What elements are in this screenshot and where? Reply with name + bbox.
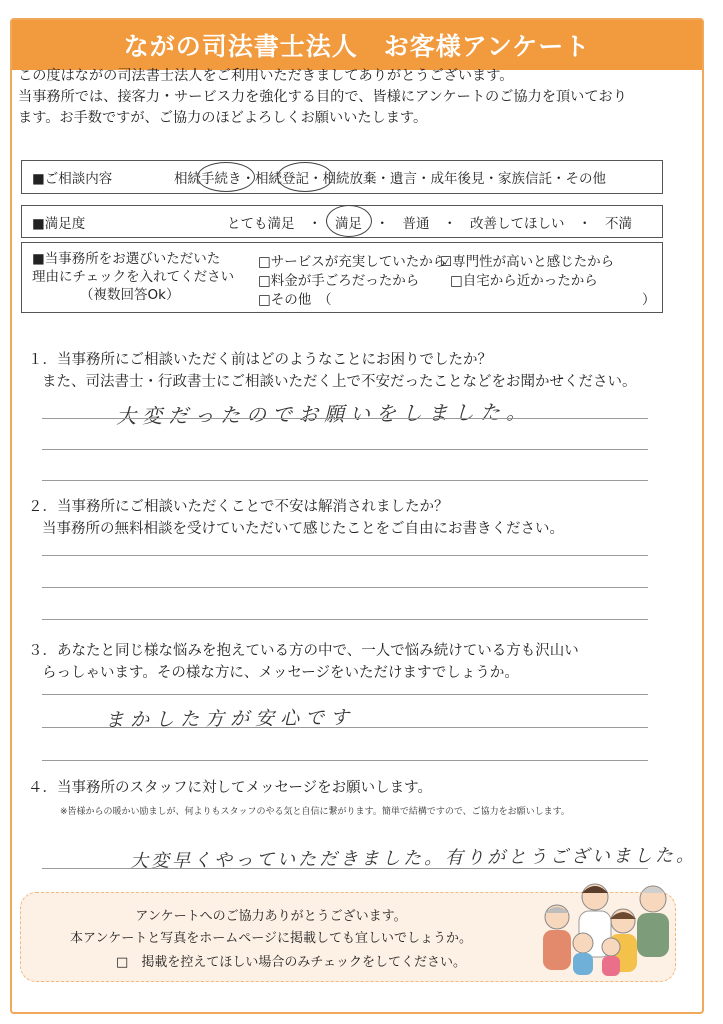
checkbox-other[interactable]: □その他 （ <box>258 292 332 308</box>
reason-box <box>21 242 663 313</box>
intro-line: ます。お手数ですが、ご協力のほどよろしくお願いいたします。 <box>18 110 428 126</box>
question-1-line: また、司法書士・行政書士にご相談いただく上で不安だったことなどをお聞かせください。 <box>42 374 637 390</box>
reason-label-line: ■当事務所をお選びいただいた <box>32 251 221 267</box>
consultation-label: ■ご相談内容 <box>32 171 113 187</box>
question-2 <box>28 496 564 540</box>
question-4 <box>28 777 432 799</box>
checkbox-expertise[interactable]: ☑専門性が高いと感じたから <box>440 254 615 270</box>
other-close-paren: ） <box>642 292 656 308</box>
intro-line: 当事務所では、接客力・サービス力を強化する目的で、皆様にアンケートのご協力を頂いており <box>18 89 627 105</box>
selection-circle <box>277 162 333 192</box>
checkbox-price[interactable]: □料金が手ごろだったから <box>258 273 420 289</box>
satisfaction-label: ■満足度 <box>32 215 86 232</box>
answer-line <box>42 619 648 620</box>
footer-box <box>20 892 676 982</box>
question-3-line: らっしゃいます。その様な方に、メッセージをいただけますでしょうか。 <box>42 665 519 681</box>
question-4-line: ４．当事務所のスタッフに対してメッセージをお願いします。 <box>28 780 432 796</box>
question-2-line: ２．当事務所にご相談いただくことで不安は解消されましたか？ <box>28 499 449 515</box>
answer-line <box>42 727 648 728</box>
answer-line <box>42 760 648 761</box>
reason-label <box>32 250 234 304</box>
family-illustration <box>511 877 681 981</box>
answer-line <box>42 449 648 450</box>
answer-line <box>42 555 648 556</box>
answer-3-handwriting: まかした方が安心です <box>104 706 356 732</box>
checkbox-near-home[interactable]: □自宅から近かったから <box>450 273 598 289</box>
question-2-line: 当事務所の無料相談を受けていただいて感じたことをご自由にお書きください。 <box>42 521 564 537</box>
reason-label-line: 理由にチェックを入れてください <box>32 269 235 285</box>
answer-line <box>42 694 648 695</box>
question-3-line: ３．あなたと同じ様な悩みを抱えている方の中で、一人で悩み続けている方も沢山い <box>28 643 579 659</box>
selection-circle <box>197 162 255 192</box>
answer-4-handwriting: 大変早くやっていただきました。有りがとうございました。 <box>129 845 698 872</box>
survey-title: ながの司法書士法人 お客様アンケート <box>12 20 702 70</box>
footer-optout-checkbox[interactable]: □ 掲載を控えてほしい場合のみチェックをしてください。 <box>116 955 466 970</box>
satisfaction-options[interactable]: とても満足 ・ 満足 ・ 普通 ・ 改善してほしい ・ 不満 <box>227 215 632 232</box>
selection-circle <box>326 205 372 237</box>
answer-line <box>42 418 648 419</box>
question-1 <box>28 349 637 393</box>
answer-line <box>42 587 648 588</box>
consultation-box <box>21 160 663 194</box>
question-3 <box>28 640 579 684</box>
answer-line <box>42 480 648 481</box>
intro-line: この度はながの司法書士法人をご利用いただきましてありがとうございます。 <box>18 68 514 84</box>
consultation-options[interactable]: 相続手続き・相続登記・相続放棄・遺言・成年後見・家族信託・その他 <box>174 171 606 187</box>
footer-permission: 本アンケートと写真をホームページに掲載しても宜しいでしょうか。 <box>70 931 472 946</box>
reason-label-line: （複数回答Ok） <box>80 287 180 303</box>
question-4-note: ※皆様からの暖かい励ましが、何よりもスタッフのやる気と自信に繋がります。簡単で結構ですので、ご協力をお願いします。 <box>60 807 570 817</box>
footer-thanks: アンケートへのご協力ありがとうございます。 <box>135 909 407 924</box>
intro-text <box>18 66 688 129</box>
answer-1-handwriting: 大変だったのでお願いをしました。 <box>115 399 533 429</box>
checkbox-service[interactable]: □サービスが充実していたから <box>258 254 447 270</box>
answer-line <box>42 868 648 869</box>
question-1-line: １．当事務所にご相談いただく前はどのようなことにお困りでしたか？ <box>28 352 492 368</box>
